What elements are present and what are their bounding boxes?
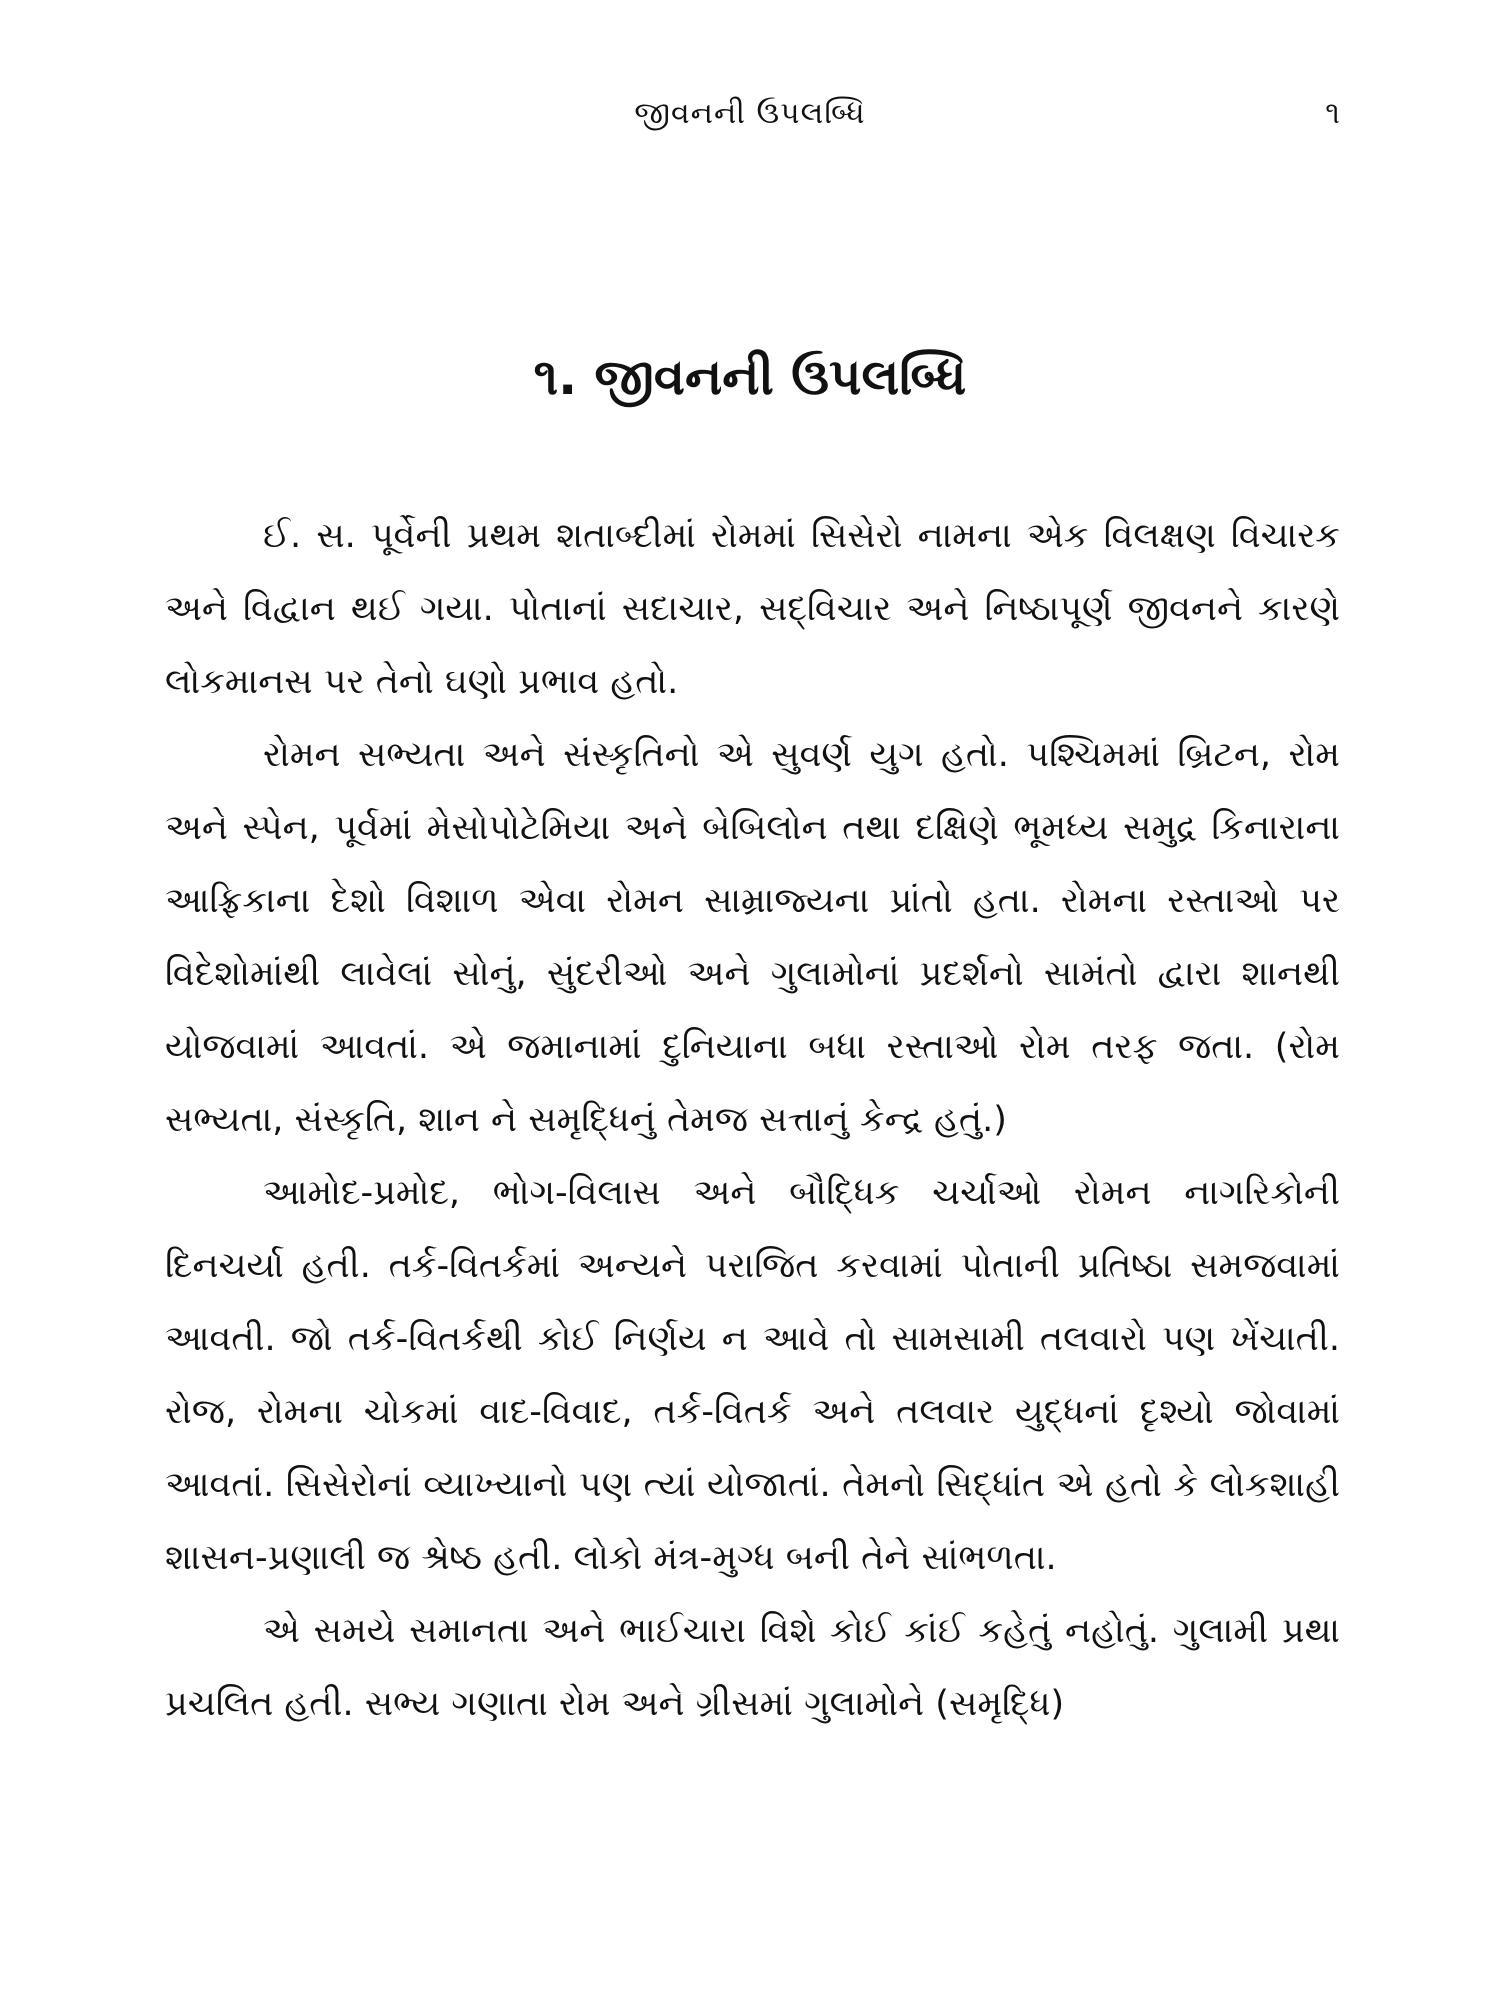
body-text [165,500,1340,1741]
paragraph: આમોદ-પ્રમોદ, ભોગ-વિલાસ અને બૌદ્ધિક ચર્ચાઓ રોમન નાગરિકોની દિનચર્યા હતી. તર્ક-વિતર્કમાં અન્યને પરાજિત કરવામાં પોતાની પ્રતિષ્ઠા સમજવામાં આવતી. જો તર્ક-વિતર્કથી કોઈ નિર્ણય ન આવે તો સામસામી તલવારો પણ ખેંચાતી. રોજ, રોમના ચોકમાં વાદ-વિવાદ, તર્ક-વિતર્ક અને તલવાર યુદ્ધનાં દૃશ્યો જોવામાં આવતાં. સિસેરોનાં વ્યાખ્યાનો પણ ત્યાં યોજાતાં. તેમનો સિદ્ધાંત એ હતો કે લોકશાહી શાસન-પ્રણાલી જ શ્રેષ્ઠ હતી. લોકો મંત્ર-મુગ્ધ બની તેને સાંભળતા. [165,1173,1340,1578]
paragraph: એ સમયે સમાનતા અને ભાઈચારા વિશે કોઈ કાંઈ કહેતું નહોતું. ગુલામી પ્રથા પ્રચલિત હતી. સભ્ય ગણાતા રોમ અને ગ્રીસમાં ગુલામોને (સમૃદ્ધિ) [165,1611,1340,1724]
paragraph: ઈ. સ. પૂર્વેની પ્રથમ શતાબ્દીમાં રોમમાં સિસેરો નામના એક વિલક્ષણ વિચારક અને વિદ્વાન થઈ ગયા. પોતાનાં સદાચાર, સદ્‌વિચાર અને નિષ્ઠાપૂર્ણ જીવનને કારણે લોકમાનસ પર તેનો ઘણો પ્રભાવ હતો. [165,516,1340,702]
chapter-title: ૧. જીવનની ઉપલબ્ધિ [533,348,967,406]
running-title: જીવનની ઉપલબ્ધિ [634,96,866,131]
running-header [0,96,1500,136]
paragraph: રોમન સભ્યતા અને સંસ્કૃતિનો એ સુવર્ણ યુગ હતો. પશ્ચિમમાં બ્રિટન, રોમ અને સ્પેન, પૂર્વમાં મેસોપોટેમિયા અને બેબિલોન તથા દક્ષિણે ભૂમધ્ય સમુદ્ર કિનારાના આફ્રિકાના દેશો વિશાળ એવા રોમન સામ્રાજ્યના પ્રાંતો હતા. રોમના રસ્તાઓ પર વિદેશોમાંથી લાવેલાં સોનું, સુંદરીઓ અને ગુલામોનાં પ્રદર્શનો સામંતો દ્વારા શાનથી યોજવામાં આવતાં. એ જમાનામાં દુનિયાના બધા રસ્તાઓ રોમ તરફ જતા. (રોમ સભ્યતા, સંસ્કૃતિ, શાન ને સમૃદ્ધિનું તેમજ સત્તાનું કેન્દ્ર હતું.) [165,735,1340,1140]
page-number: ૧ [1325,96,1340,131]
